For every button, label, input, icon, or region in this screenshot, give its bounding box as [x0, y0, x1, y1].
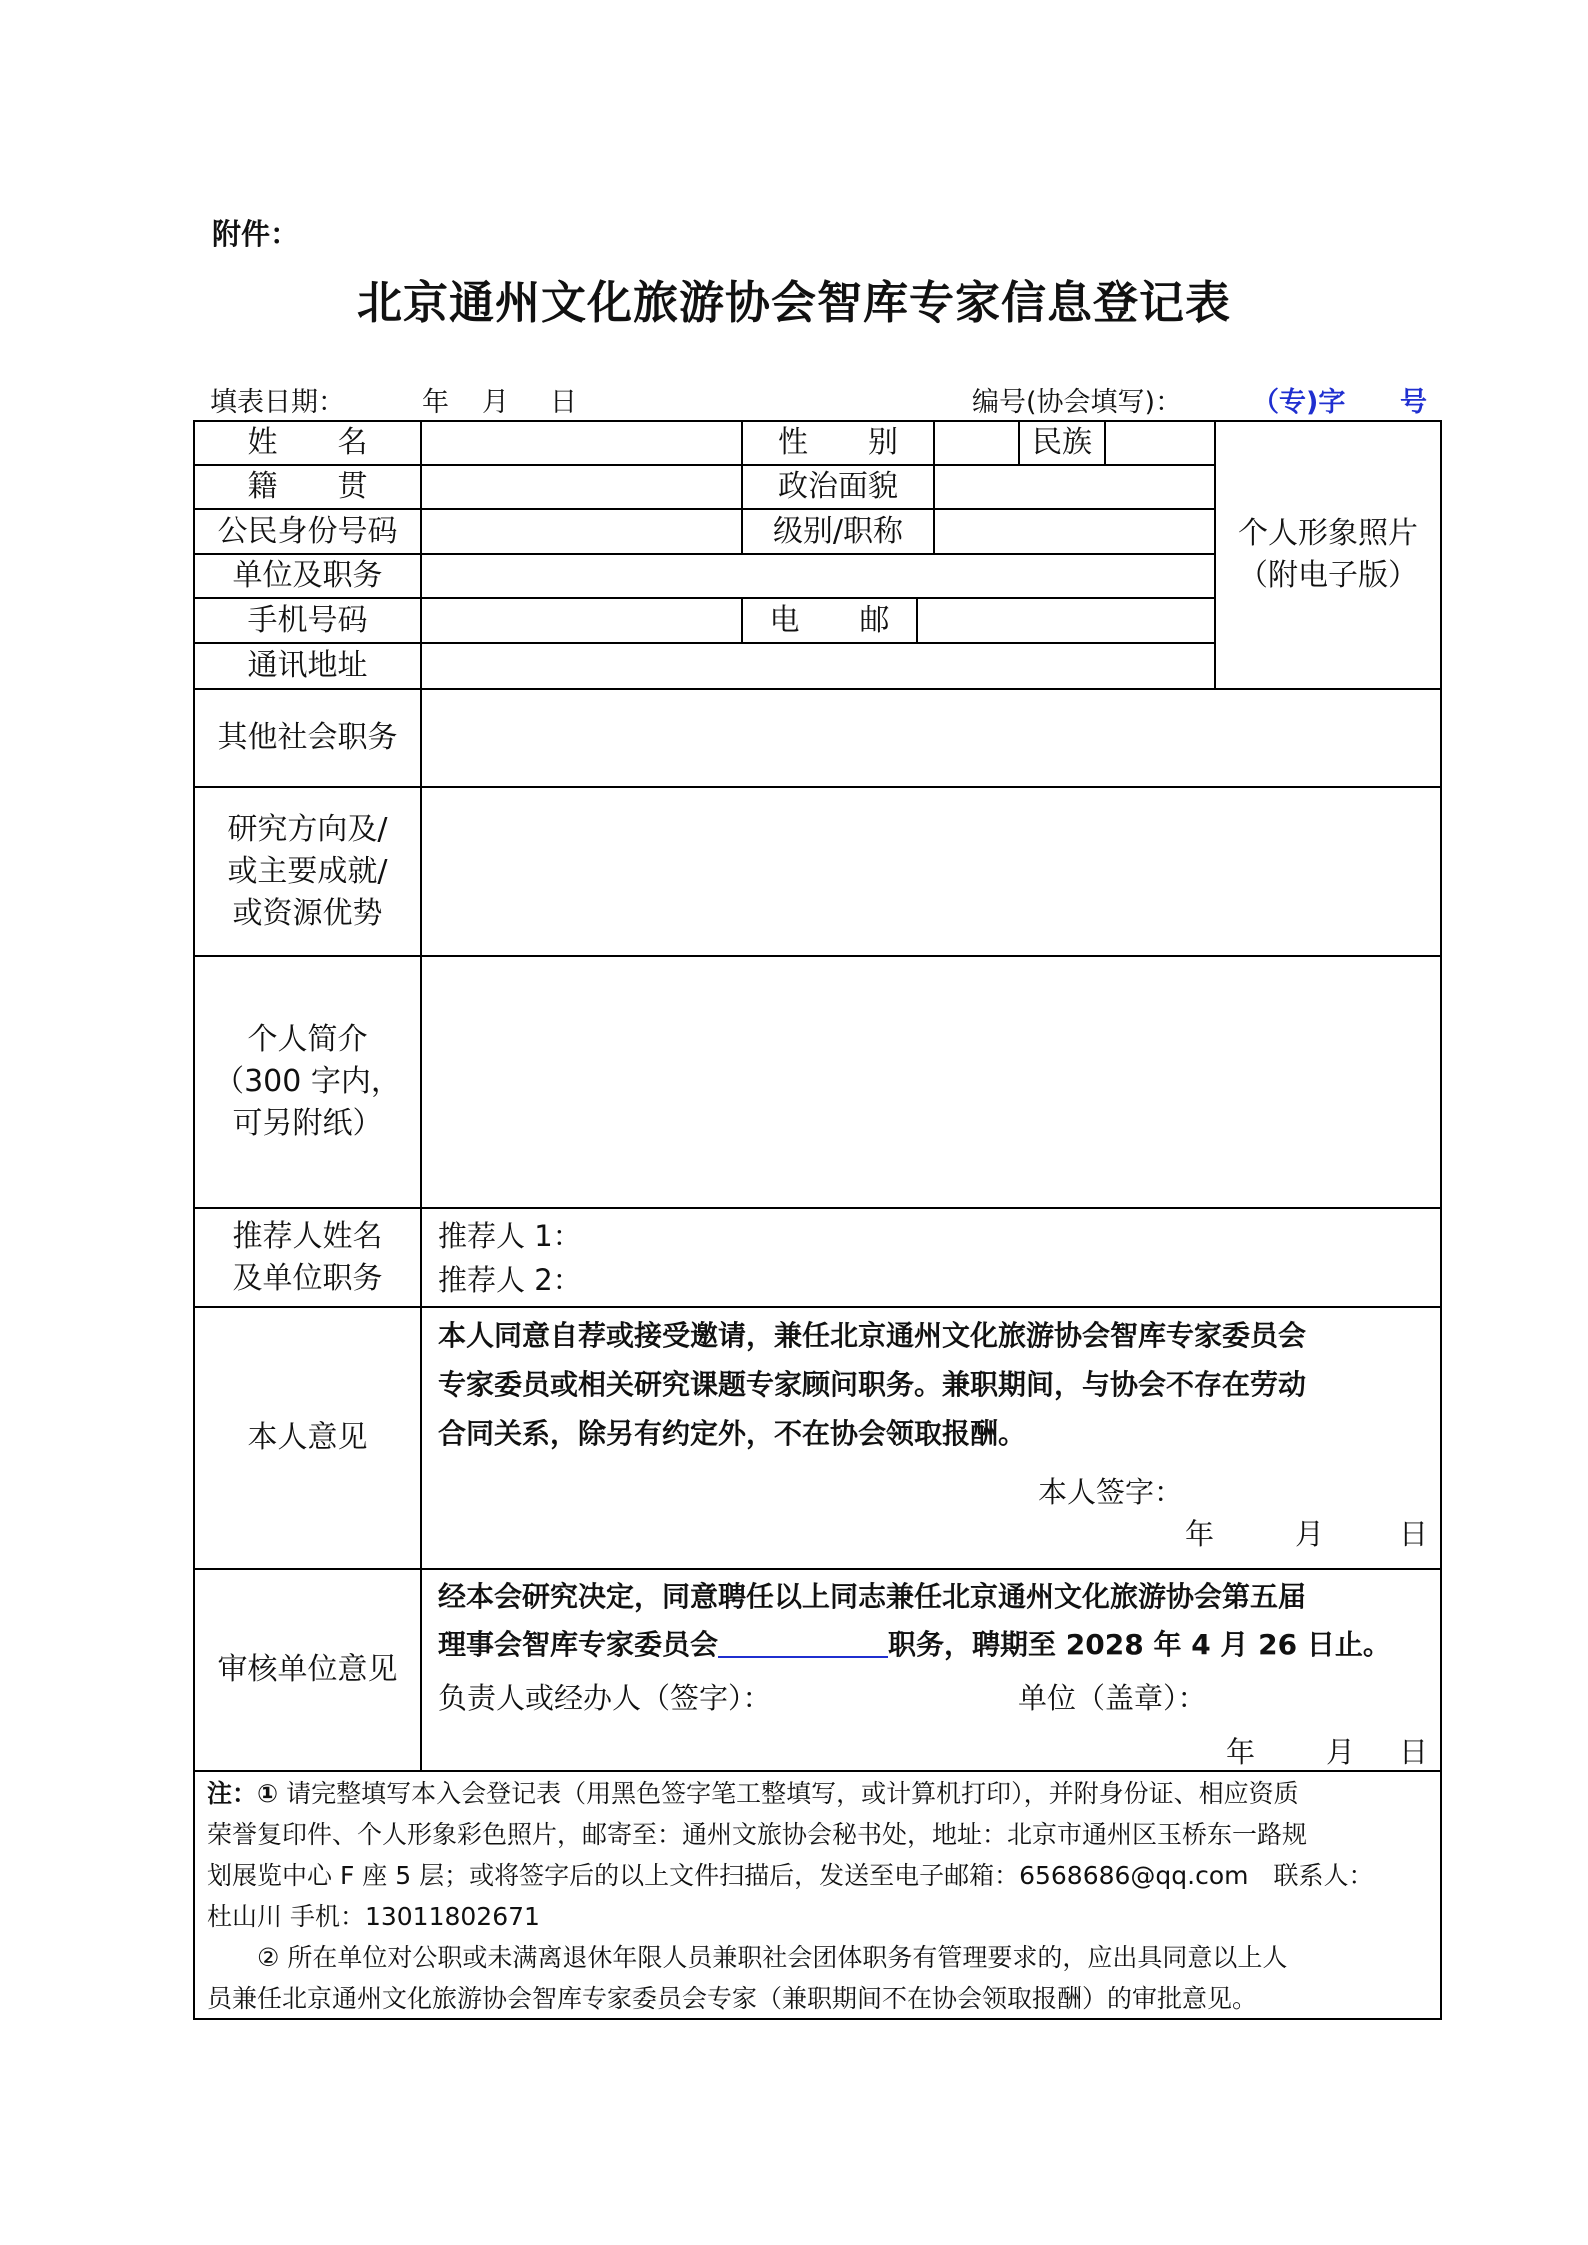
address-input[interactable]	[422, 644, 1214, 688]
bio-input[interactable]	[422, 957, 1440, 1207]
research-label-line1: 研究方向及/	[227, 811, 388, 847]
registration-form-table	[193, 420, 1442, 2020]
notes-line2: 荣誉复印件、个人形象彩色照片，邮寄至：通州文旅协会秘书处，地址：北京市通州区玉桥东一路规	[207, 1820, 1308, 1849]
notes-line5: ② 所在单位对公职或未满离退休年限人员兼职社会团体职务有管理要求的，应出具同意以上人	[207, 1943, 1288, 1972]
fill-date-label: 填表日期：	[210, 387, 345, 418]
rank-title-input[interactable]	[935, 510, 1214, 553]
gender-label: 性 别	[778, 425, 898, 460]
number-label: 编号(协会填写)：	[972, 387, 1183, 418]
notes-line1	[207, 1773, 1374, 1814]
notes-line3: 划展览中心 F 座 5 层；或将签字后的以上文件扫描后，发送至电子邮箱：6568686@qq.com 联系人：	[207, 1861, 1374, 1890]
position-blank-input[interactable]	[718, 1626, 888, 1658]
research-label	[195, 788, 420, 955]
name-label: 姓 名	[247, 425, 368, 460]
referrer-1-field[interactable]: 推荐人 1：	[438, 1219, 582, 1253]
id-number-input[interactable]	[422, 510, 741, 553]
personal-date-year[interactable]: 年	[1185, 1517, 1215, 1551]
notes-lead: 注：①	[207, 1779, 279, 1808]
other-roles-input[interactable]	[422, 690, 1440, 786]
personal-date-day[interactable]: 日	[1399, 1517, 1429, 1551]
mobile-input[interactable]	[422, 599, 741, 642]
fill-date-year[interactable]: 年	[422, 387, 449, 418]
notes-line1-text: 请完整填写本入会登记表（用黑色签字笔工整填写，或计算机打印），并附身份证、相应资质	[278, 1779, 1299, 1808]
gender-input[interactable]	[935, 422, 1018, 464]
review-seal-field[interactable]: 单位（盖章）：	[1018, 1681, 1207, 1715]
bio-label-line3: 可另附纸）	[232, 1106, 383, 1141]
review-opinion-line1: 经本会研究决定，同意聘任以上同志兼任北京通州文化旅游协会第五届	[438, 1580, 1307, 1613]
fill-date-month[interactable]: 月	[482, 387, 509, 418]
mobile-label: 手机号码	[247, 602, 368, 638]
number-format-right: 号	[1400, 387, 1427, 418]
political-status-label: 政治面貌	[778, 469, 898, 504]
review-line2-before: 理事会智库专家委员会	[438, 1628, 719, 1661]
notes-line6: 员兼任北京通州文化旅游协会智库专家委员会专家（兼职期间不在协会领取报酬）的审批意见。	[207, 1984, 1258, 2013]
address-label: 通讯地址	[247, 648, 368, 683]
attachment-label: 附件：	[212, 217, 300, 251]
unit-position-input[interactable]	[422, 555, 1214, 597]
personal-opinion-line2: 专家委员或相关研究课题专家顾问职务。兼职期间，与协会不存在劳动	[438, 1368, 1307, 1401]
bio-label	[195, 957, 420, 1207]
personal-opinion-line1: 本人同意自荐或接受邀请，兼任北京通州文化旅游协会智库专家委员会	[438, 1319, 1307, 1352]
native-place-label: 籍 贯	[247, 469, 368, 504]
ethnicity-input[interactable]	[1106, 422, 1214, 464]
referrer-label-line2: 及单位职务	[232, 1260, 383, 1296]
email-label: 电 邮	[769, 602, 890, 638]
bio-label-line2: （300 字内，	[214, 1064, 401, 1099]
ethnicity-label: 民族	[1032, 425, 1092, 460]
other-roles-label: 其他社会职务	[217, 720, 398, 755]
research-input[interactable]	[422, 788, 1440, 955]
review-date-month[interactable]: 月	[1326, 1735, 1356, 1769]
photo-label-line1: 个人形象照片	[1238, 516, 1418, 551]
political-status-input[interactable]	[935, 466, 1214, 508]
number-format-left: （专)字	[1252, 387, 1346, 418]
referrer-2-field[interactable]: 推荐人 2：	[438, 1263, 582, 1297]
unit-position-label: 单位及职务	[232, 558, 383, 593]
review-signer-field[interactable]: 负责人或经办人（签字）：	[438, 1681, 772, 1715]
review-date-day[interactable]: 日	[1399, 1735, 1429, 1769]
personal-signature-field[interactable]: 本人签字：	[1038, 1475, 1184, 1509]
review-line2-after: 职务，聘期至 2028 年 4 月 26 日止。	[888, 1628, 1391, 1661]
research-label-line3: 或资源优势	[232, 895, 383, 931]
review-opinion-label: 审核单位意见	[217, 1652, 398, 1687]
native-place-input[interactable]	[422, 466, 741, 508]
notes-block	[207, 1773, 1374, 2019]
notes-line4: 杜山川 手机：13011802671	[207, 1902, 540, 1931]
review-opinion-line2	[438, 1620, 1391, 1669]
referrer-label-line1: 推荐人姓名	[232, 1218, 383, 1254]
name-input[interactable]	[422, 422, 741, 464]
personal-date-month[interactable]: 月	[1295, 1517, 1325, 1551]
photo-label-line2: （附电子版）	[1238, 558, 1418, 593]
page-title: 北京通州文化旅游协会智库专家信息登记表	[356, 276, 1231, 329]
personal-opinion-line3: 合同关系，除另有约定外，不在协会领取报酬。	[438, 1417, 1027, 1450]
id-number-label: 公民身份号码	[217, 513, 398, 549]
referrer-label	[195, 1209, 420, 1306]
email-input[interactable]	[918, 599, 1214, 642]
photo-placeholder[interactable]	[1216, 422, 1440, 688]
personal-opinion-label: 本人意见	[247, 1420, 368, 1455]
research-label-line2: 或主要成就/	[227, 853, 388, 889]
rank-title-label: 级别/职称	[772, 513, 904, 549]
fill-date-day[interactable]: 日	[550, 387, 577, 418]
bio-label-line1: 个人简介	[247, 1022, 368, 1057]
review-date-year[interactable]: 年	[1226, 1735, 1256, 1769]
